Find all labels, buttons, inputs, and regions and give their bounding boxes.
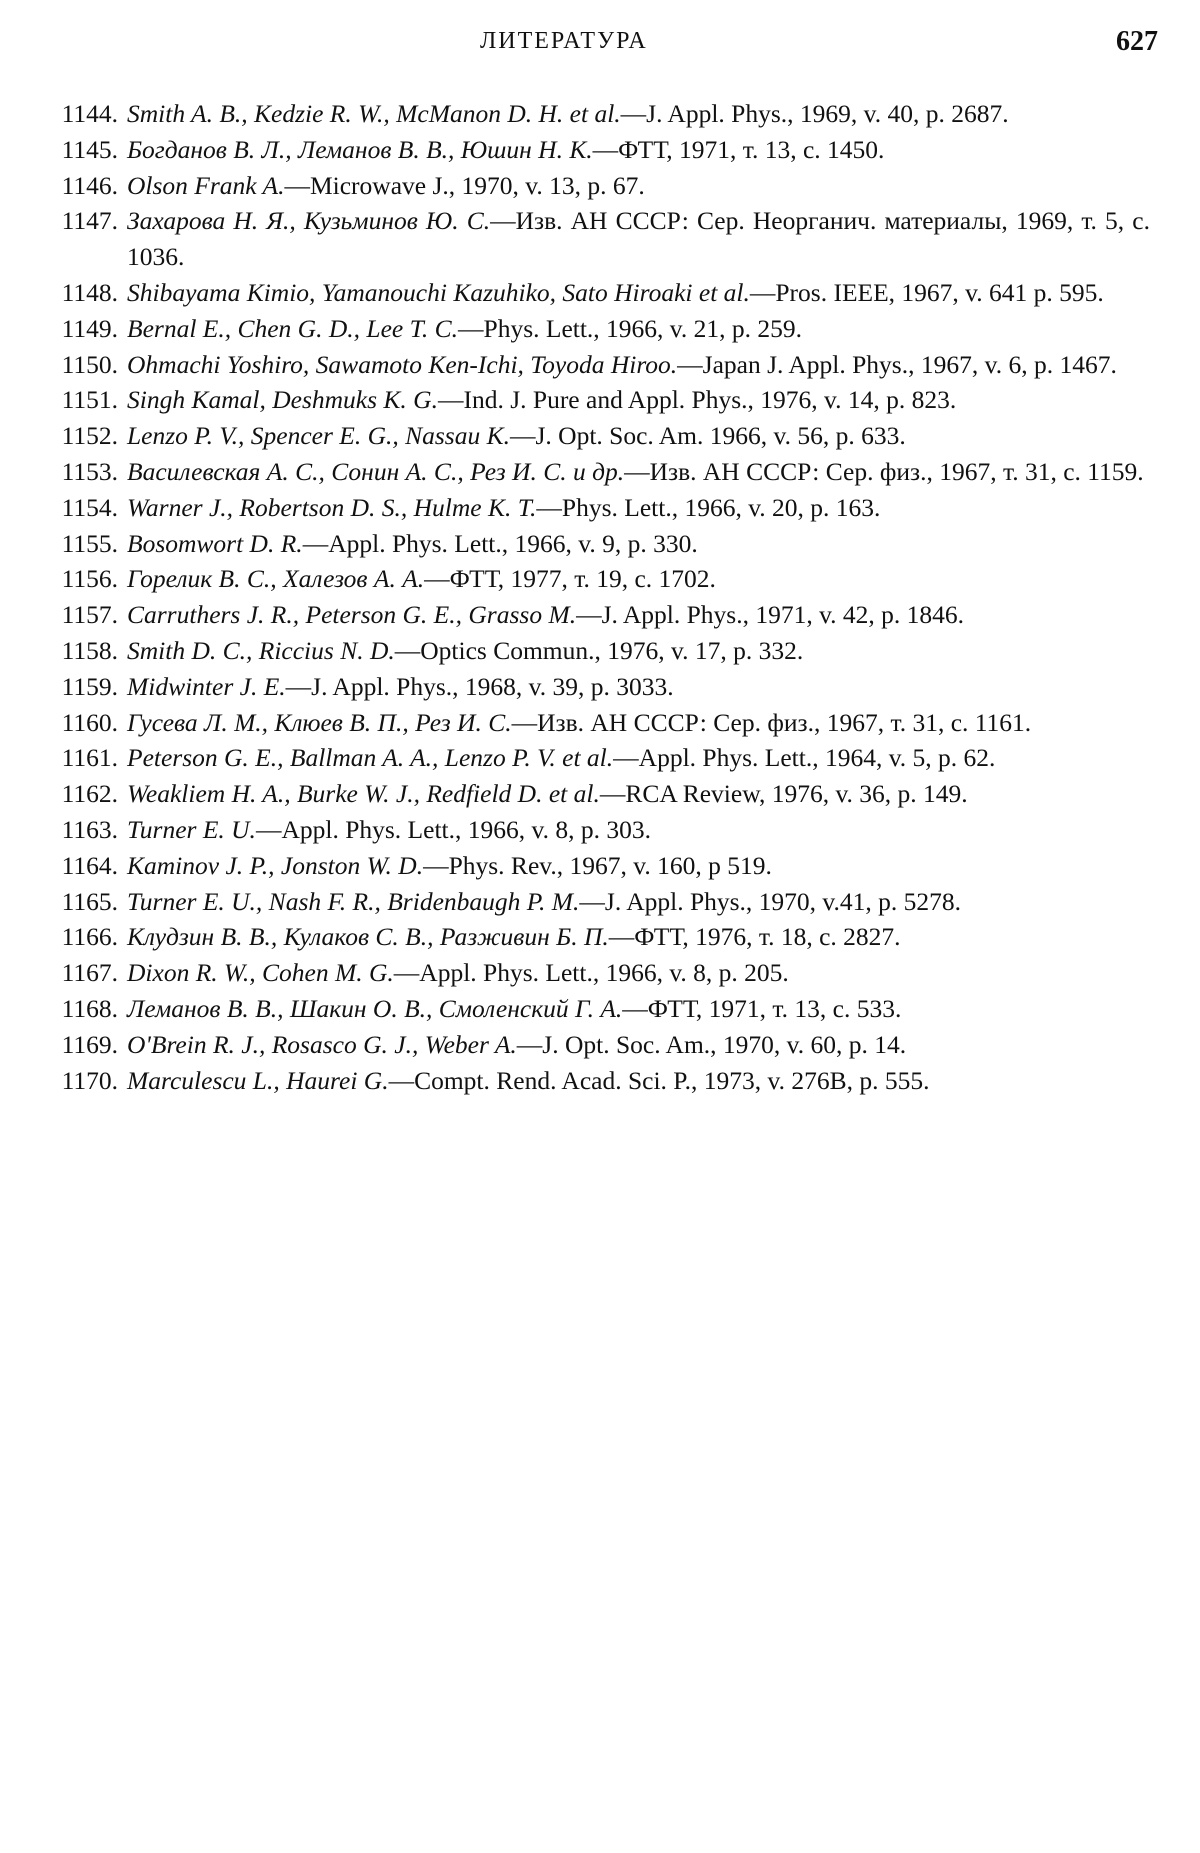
reference-item <box>0 991 1200 1027</box>
reference-source: —Ind. J. Pure and Appl. Phys., 1976, v. 14, p. 823. <box>437 385 957 415</box>
reference-item <box>0 597 1200 633</box>
page-number: 627 <box>1116 26 1158 57</box>
reference-authors: Богданов В. Л., Леманов В. В., Юшин Н. К. <box>127 134 593 164</box>
reference-item <box>0 669 1200 705</box>
reference-authors: Василевская А. С., Сонин А. С., Рез И. С. и др. <box>127 456 625 486</box>
reference-number: 1158. <box>61 635 118 665</box>
reference-number: 1145. <box>61 134 118 164</box>
reference-authors: Bosomwort D. R. <box>127 528 303 558</box>
reference-item <box>0 168 1200 204</box>
reference-number: 1163. <box>61 814 118 844</box>
reference-number: 1164. <box>61 850 118 880</box>
reference-item <box>0 132 1200 168</box>
reference-authors: Shibayama Kimio, Yamanouchi Kazuhiko, Sato Hiroaki et al. <box>127 277 750 307</box>
reference-number: 1159. <box>61 671 118 701</box>
reference-item <box>0 454 1200 490</box>
reference-number: 1149. <box>61 313 118 343</box>
reference-item <box>0 490 1200 526</box>
reference-authors: Weakliem H. A., Burke W. J., Redfield D. et al. <box>127 779 600 809</box>
reference-number: 1152. <box>61 421 118 451</box>
reference-item <box>0 919 1200 955</box>
reference-source: —Изв. АН СССР: Сер. Неорганич. материалы, 1969, т. 5, с. 1036. <box>127 206 1150 272</box>
reference-number: 1167. <box>61 958 118 988</box>
reference-authors: Dixon R. W., Cohen M. G. <box>127 958 394 988</box>
reference-source: —Изв. АН СССР: Сер. физ., 1967, т. 31, с. 1159. <box>624 456 1144 486</box>
reference-authors: Turner E. U., Nash F. R., Bridenbaugh P. M. <box>127 886 580 916</box>
reference-authors: Smith D. C., Riccius N. D. <box>127 635 395 665</box>
reference-number: 1153. <box>61 456 118 486</box>
reference-authors: Turner E. U. <box>127 814 256 844</box>
reference-item <box>0 705 1200 741</box>
reference-source: —Phys. Rev., 1967, v. 160, p 519. <box>423 850 772 880</box>
reference-number: 1154. <box>61 492 118 522</box>
reference-number: 1169. <box>61 1029 118 1059</box>
reference-item <box>0 776 1200 812</box>
reference-source: —RCA Review, 1976, v. 36, p. 149. <box>599 779 968 809</box>
reference-authors: Carruthers J. R., Peterson G. E., Grasso M. <box>127 600 577 630</box>
running-head-title: ЛИТЕРАТУРА <box>480 28 648 54</box>
reference-authors: Bernal E., Chen G. D., Lee T. C. <box>127 313 459 343</box>
reference-authors: Клудзин В. В., Кулаков С. В., Разживин Б. П. <box>127 922 609 952</box>
reference-authors: Peterson G. E., Ballman A. A., Lenzo P. V. et al. <box>127 743 614 773</box>
reference-number: 1151. <box>61 385 118 415</box>
reference-source: —J. Opt. Soc. Am., 1970, v. 60, p. 14. <box>516 1029 907 1059</box>
reference-item <box>0 311 1200 347</box>
reference-source: —ФТТ, 1976, т. 18, с. 2827. <box>608 922 901 952</box>
reference-number: 1144. <box>61 99 118 128</box>
reference-source: —Phys. Lett., 1966, v. 20, p. 163. <box>536 492 881 522</box>
reference-item <box>0 347 1200 383</box>
reference-item <box>0 96 1200 132</box>
reference-item <box>0 812 1200 848</box>
reference-authors: Lenzo P. V., Spencer E. G., Nassau K. <box>127 421 510 451</box>
reference-item <box>0 526 1200 562</box>
reference-number: 1166. <box>61 922 118 952</box>
reference-source: —Microwave J., 1970, v. 13, p. 67. <box>284 170 645 200</box>
reference-source: —Appl. Phys. Lett., 1966, v. 8, p. 205. <box>393 958 789 988</box>
reference-source: —J. Appl. Phys., 1970, v.41, p. 5278. <box>579 886 962 916</box>
reference-source: —J. Opt. Soc. Am. 1966, v. 56, p. 633. <box>510 421 906 451</box>
reference-item <box>0 848 1200 884</box>
reference-authors: Ohmachi Yoshiro, Sawamoto Ken-Ichi, Toyoda Hiroo. <box>127 349 678 379</box>
reference-source: —Japan J. Appl. Phys., 1967, v. 6, p. 1467. <box>677 349 1117 379</box>
reference-authors: Marculescu L., Haurei G. <box>127 1065 389 1095</box>
reference-source: —ФТТ, 1971, т. 13, с. 533. <box>622 993 902 1023</box>
reference-source: —Compt. Rend. Acad. Sci. P., 1973, v. 276B, p. 555. <box>388 1065 930 1095</box>
reference-authors: Warner J., Robertson D. S., Hulme K. T. <box>127 492 537 522</box>
reference-item <box>0 382 1200 418</box>
reference-number: 1170. <box>61 1065 118 1095</box>
reference-authors: Olson Frank A. <box>127 170 285 200</box>
reference-authors: Smith A. B., Kedzie R. W., McManon D. H. et al. <box>127 99 621 128</box>
reference-source: —Optics Commun., 1976, v. 17, p. 332. <box>394 635 804 665</box>
reference-source: —Изв. АН СССР: Сер. физ., 1967, т. 31, с. 1161. <box>511 707 1032 737</box>
reference-authors: Гусева Л. М., Клюев В. П., Рез И. С. <box>127 707 512 737</box>
reference-item <box>0 633 1200 669</box>
reference-source: —Appl. Phys. Lett., 1966, v. 8, p. 303. <box>255 814 651 844</box>
reference-number: 1161. <box>61 743 118 773</box>
reference-number: 1168. <box>61 993 118 1023</box>
reference-source: —Pros. IEEE, 1967, v. 641 p. 595. <box>749 277 1104 307</box>
running-head <box>0 22 1200 62</box>
reference-number: 1155. <box>61 528 118 558</box>
reference-authors: O'Brein R. J., Rosasco G. J., Weber A. <box>127 1029 517 1059</box>
reference-source: —J. Appl. Phys., 1968, v. 39, p. 3033. <box>285 671 674 701</box>
reference-authors: Kaminov J. P., Jonston W. D. <box>127 850 424 880</box>
reference-item <box>0 203 1200 275</box>
reference-item <box>0 955 1200 991</box>
reference-number: 1156. <box>61 564 118 594</box>
reference-source: —Appl. Phys. Lett., 1964, v. 5, p. 62. <box>613 743 996 773</box>
reference-source: —ФТТ, 1971, т. 13, с. 1450. <box>592 134 885 164</box>
reference-item <box>0 561 1200 597</box>
reference-list <box>0 96 1200 1098</box>
reference-item <box>0 884 1200 920</box>
reference-authors: Леманов В. В., Шакин О. В., Смоленский Г. А. <box>127 993 623 1023</box>
reference-item <box>0 418 1200 454</box>
reference-source: —J. Appl. Phys., 1969, v. 40, p. 2687. <box>620 99 1009 128</box>
reference-source: —J. Appl. Phys., 1971, v. 42, p. 1846. <box>576 600 965 630</box>
reference-number: 1157. <box>61 600 118 630</box>
reference-source: —ФТТ, 1977, т. 19, с. 1702. <box>424 564 716 594</box>
reference-number: 1162. <box>61 779 118 809</box>
reference-number: 1165. <box>61 886 118 916</box>
reference-item <box>0 275 1200 311</box>
reference-item <box>0 1027 1200 1063</box>
reference-number: 1147. <box>61 206 118 236</box>
reference-source: —Phys. Lett., 1966, v. 21, p. 259. <box>458 313 803 343</box>
reference-item <box>0 740 1200 776</box>
reference-number: 1150. <box>61 349 118 379</box>
reference-item <box>0 1063 1200 1099</box>
reference-authors: Midwinter J. E. <box>127 671 286 701</box>
reference-authors: Горелик В. С., Халезов А. А. <box>127 564 425 594</box>
reference-number: 1148. <box>61 277 118 307</box>
reference-number: 1146. <box>61 170 118 200</box>
reference-authors: Захарова Н. Я., Кузьминов Ю. С. <box>127 206 491 236</box>
reference-number: 1160. <box>61 707 118 737</box>
reference-source: —Appl. Phys. Lett., 1966, v. 9, p. 330. <box>302 528 698 558</box>
reference-authors: Singh Kamal, Deshmuks K. G. <box>127 385 438 415</box>
